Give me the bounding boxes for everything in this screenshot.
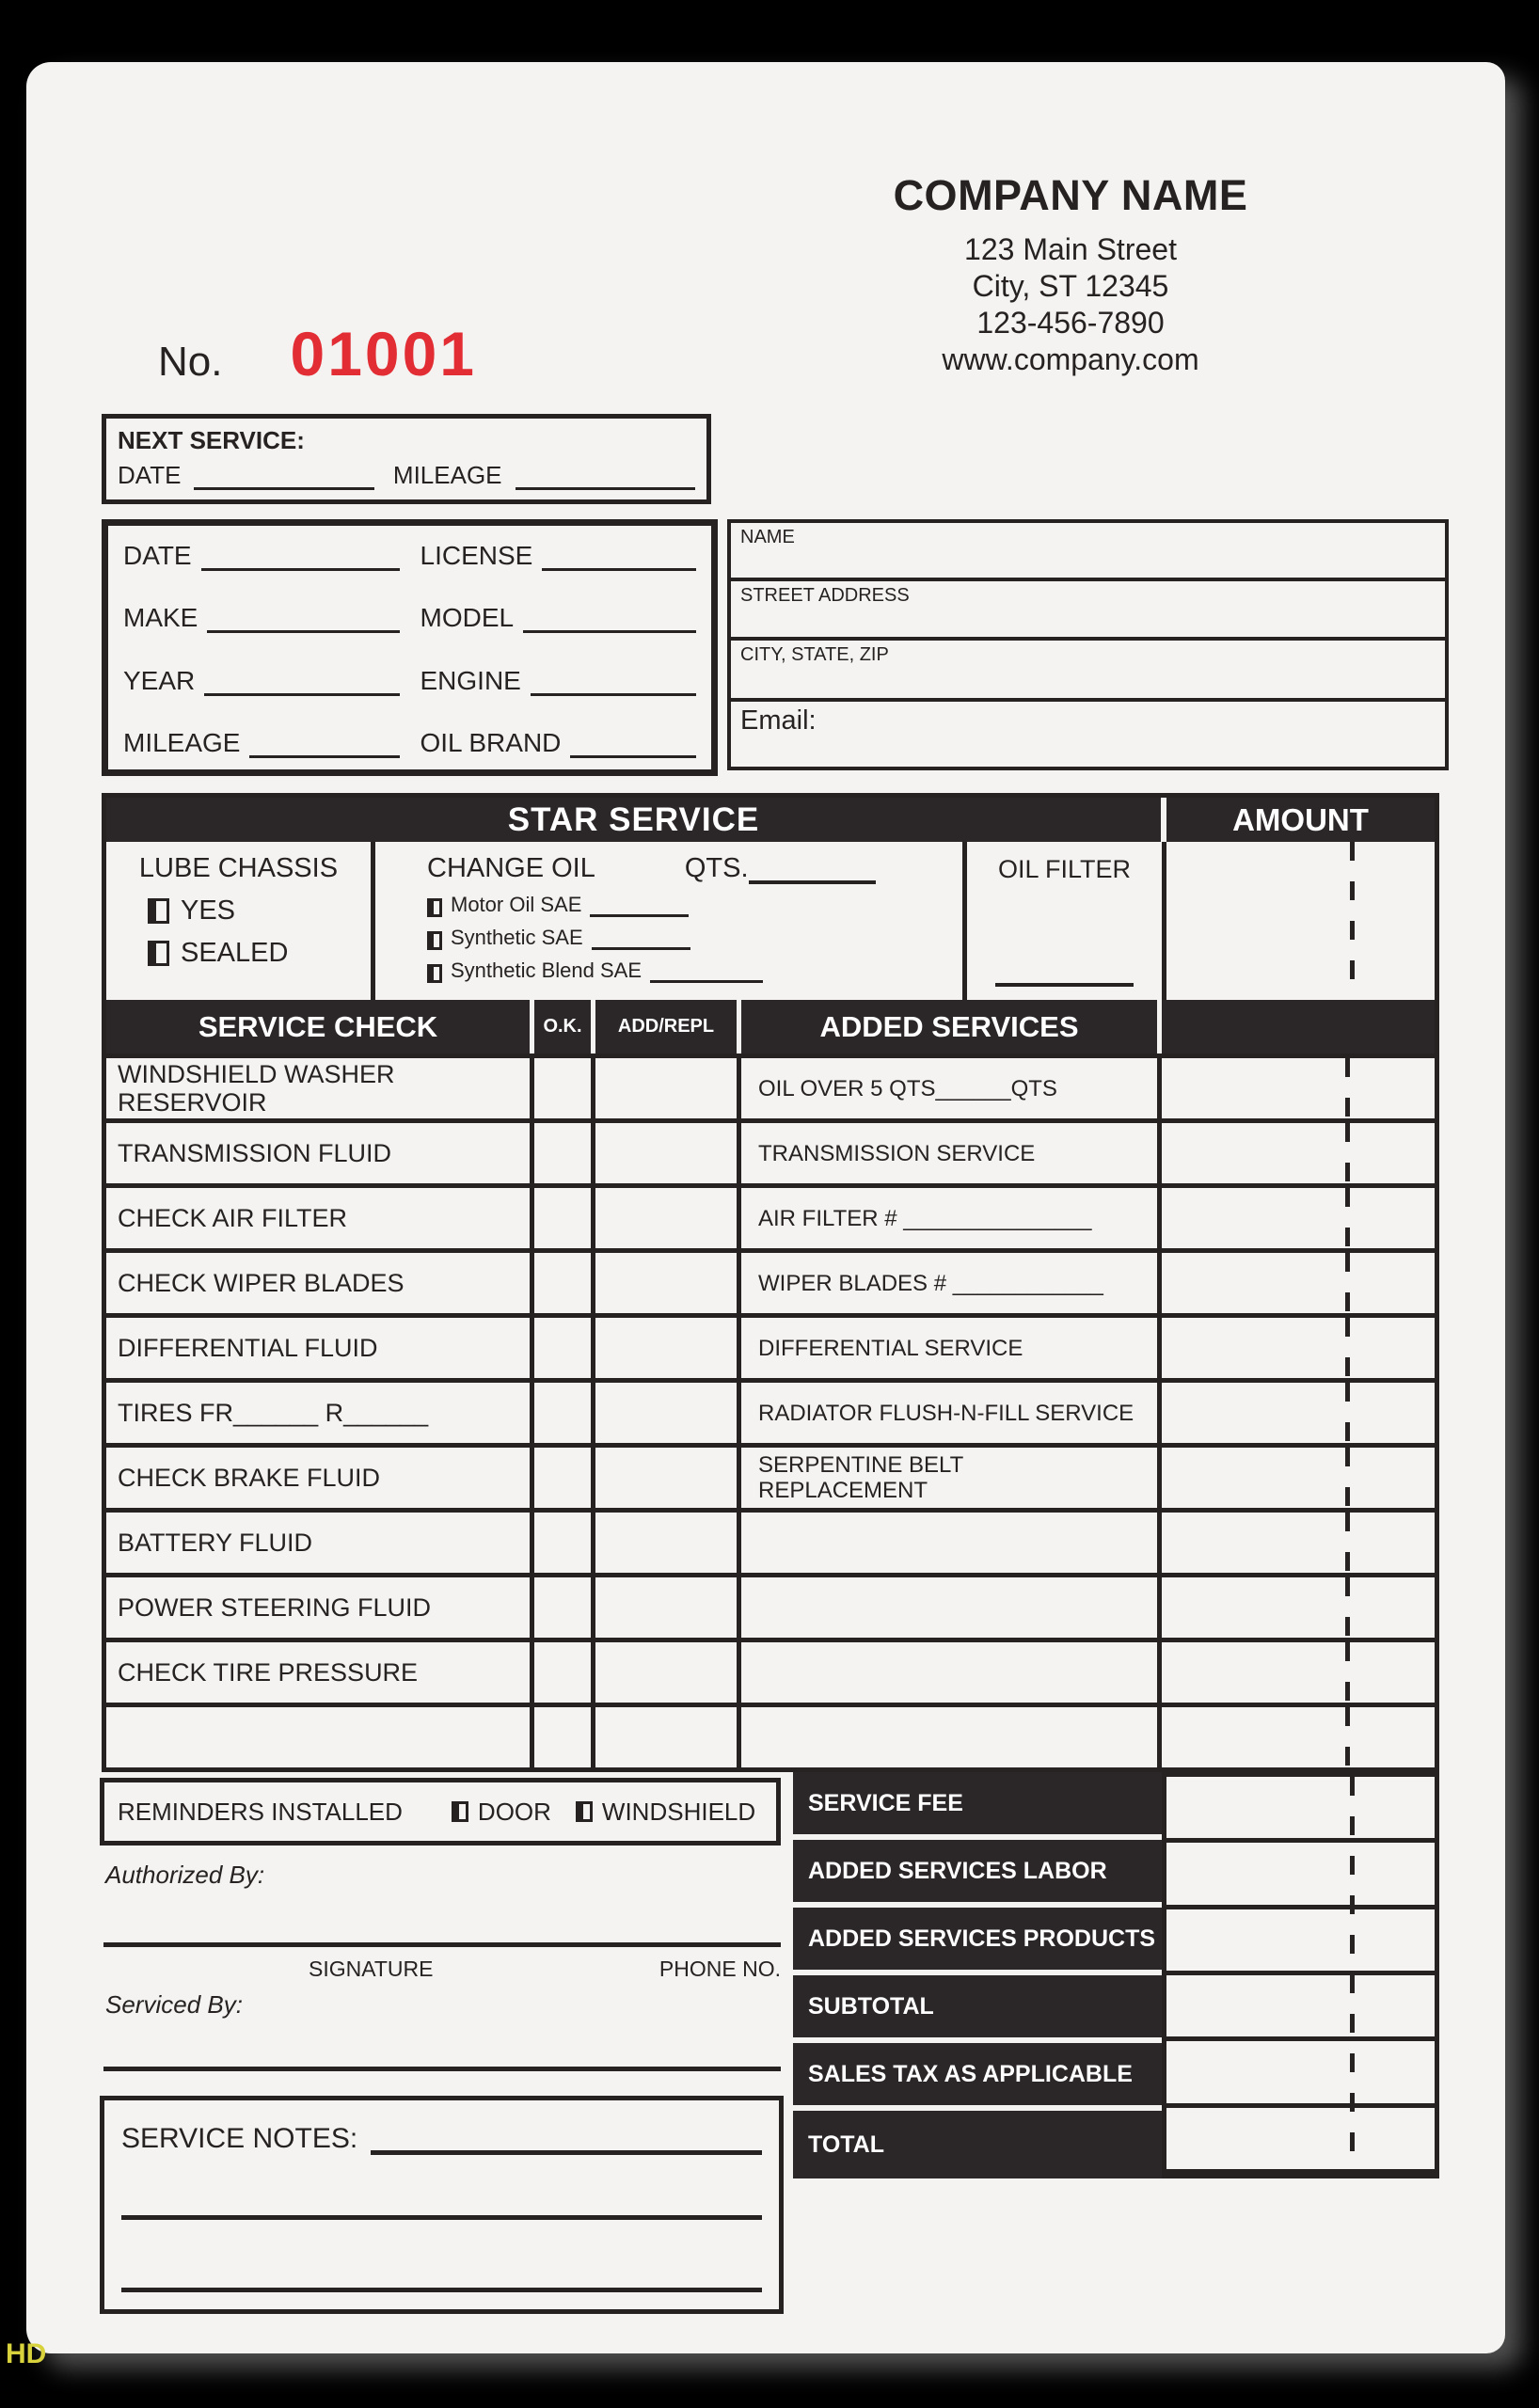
amount-cell[interactable] — [1162, 1383, 1435, 1443]
ok-cell[interactable] — [534, 1513, 595, 1573]
amount-cell[interactable] — [1162, 1253, 1435, 1313]
customer-street-label: STREET ADDRESS — [740, 585, 910, 606]
added-services-products-label: ADDED SERVICES PRODUCTS — [793, 1908, 1162, 1975]
vehicle-row — [123, 728, 696, 758]
add-repl-cell[interactable] — [595, 1188, 741, 1248]
add-repl-cell[interactable] — [595, 1123, 741, 1183]
added-services-labor-amount-cell[interactable] — [1166, 1843, 1435, 1909]
service-notes-line-3[interactable] — [121, 2288, 762, 2292]
check-item-label: CHECK TIRE PRESSURE — [106, 1642, 534, 1703]
table-row — [106, 1183, 1435, 1248]
lube-yes-checkbox-icon[interactable] — [148, 898, 169, 924]
order-number-value: 01001 — [290, 319, 478, 388]
cents-dashed-line — [1345, 1707, 1350, 1767]
vehicle-info-box — [102, 519, 718, 776]
table-row — [106, 1248, 1435, 1313]
check-item-label: TIRES FR______ R______ — [106, 1383, 534, 1443]
added-service-label — [741, 1707, 1162, 1767]
amount-cell[interactable] — [1162, 1577, 1435, 1638]
table-row — [106, 1573, 1435, 1638]
synthetic-blend-line[interactable] — [650, 962, 763, 983]
vehicle-date-label: DATE — [123, 541, 192, 570]
service-check-header-row — [106, 1000, 1435, 1054]
vehicle-date-line[interactable] — [201, 544, 400, 571]
order-number-label: No. — [158, 339, 223, 385]
check-item-label — [106, 1707, 534, 1767]
vehicle-row — [123, 603, 696, 633]
cents-dashed-line — [1345, 1188, 1350, 1248]
vehicle-make-line[interactable] — [207, 606, 399, 633]
service-table — [102, 793, 1439, 1772]
synthetic-checkbox-icon[interactable] — [427, 931, 442, 950]
vehicle-year-line[interactable] — [204, 668, 399, 695]
reminders-installed-label: REMINDERS INSTALLED — [118, 1797, 403, 1826]
star-service-header: STAR SERVICE — [106, 798, 1166, 842]
table-row — [106, 1443, 1435, 1508]
lube-chassis-label: LUBE CHASSIS — [138, 853, 339, 883]
cents-dashed-line — [1345, 1577, 1350, 1638]
added-services-header: ADDED SERVICES — [741, 1000, 1162, 1054]
vehicle-license-label: LICENSE — [420, 541, 533, 570]
ok-header: O.K. — [534, 1000, 595, 1054]
hd-watermark: HD — [6, 2338, 47, 2369]
windshield-checkbox-icon[interactable] — [576, 1801, 593, 1822]
ok-cell[interactable] — [534, 1383, 595, 1443]
cents-dashed-line — [1350, 842, 1355, 1000]
added-service-label — [741, 1642, 1162, 1703]
totals-amount-column — [1162, 1772, 1439, 2178]
check-item-label: CHECK BRAKE FLUID — [106, 1448, 534, 1508]
cents-dashed-line — [1345, 1448, 1350, 1508]
company-website: www.company.com — [942, 342, 1199, 376]
sales-tax-amount-cell[interactable] — [1166, 2041, 1435, 2107]
change-oil-cell — [375, 842, 967, 1000]
added-service-label: SERPENTINE BELT REPLACEMENT — [741, 1448, 1162, 1508]
added-service-label — [741, 1577, 1162, 1638]
signature-label: SIGNATURE — [309, 1956, 434, 1981]
cents-dashed-line — [1345, 1318, 1350, 1378]
table-row — [106, 1703, 1435, 1767]
signature-caption-row — [103, 1956, 781, 1982]
phone-no-label: PHONE NO. — [658, 1956, 781, 1981]
synthetic-line[interactable] — [592, 929, 690, 950]
add-repl-cell[interactable] — [595, 1577, 741, 1638]
cents-dashed-line — [1345, 1642, 1350, 1703]
table-row — [106, 1054, 1435, 1118]
vehicle-year-label: YEAR — [123, 665, 196, 695]
amount-cell[interactable] — [1162, 1058, 1435, 1118]
check-item-label: POWER STEERING FLUID — [106, 1577, 534, 1638]
service-notes-label: SERVICE NOTES: — [121, 2123, 358, 2154]
added-service-label: AIR FILTER # _______________ — [741, 1188, 1162, 1248]
next-service-box — [102, 414, 711, 504]
vehicle-make-label: MAKE — [123, 603, 198, 633]
added-service-label: WIPER BLADES # ____________ — [741, 1253, 1162, 1313]
door-label: DOOR — [477, 1797, 551, 1826]
company-address-line1: 123 Main Street — [964, 232, 1177, 266]
added-service-label: DIFFERENTIAL SERVICE — [741, 1318, 1162, 1378]
check-item-label: BATTERY FLUID — [106, 1513, 534, 1573]
vehicle-model-label: MODEL — [420, 603, 515, 633]
ok-cell[interactable] — [534, 1058, 595, 1118]
cents-dashed-line — [1345, 1123, 1350, 1183]
cents-dashed-line — [1345, 1513, 1350, 1573]
check-item-label: WINDSHIELD WASHER RESERVOIR — [106, 1058, 534, 1118]
service-notes-line-2[interactable] — [121, 2215, 762, 2220]
windshield-label: WINDSHIELD — [601, 1797, 756, 1826]
company-header — [732, 171, 1409, 378]
next-service-mileage-label: MILEAGE — [392, 461, 502, 489]
vehicle-license-line[interactable] — [542, 544, 696, 571]
qts-label: QTS. — [684, 853, 749, 883]
customer-city-field[interactable] — [727, 637, 1449, 702]
added-service-label — [741, 1513, 1162, 1573]
amount-cell[interactable] — [1162, 1642, 1435, 1703]
star-amount-cell[interactable] — [1166, 842, 1435, 1000]
qts-line[interactable] — [749, 880, 876, 884]
cents-dashed-line — [1350, 1777, 1355, 2174]
added-service-label: RADIATOR FLUSH-N-FILL SERVICE — [741, 1383, 1162, 1443]
vehicle-oilbrand-line[interactable] — [570, 731, 696, 758]
oil-filter-label: OIL FILTER — [997, 855, 1132, 883]
synthetic-blend-label: Synthetic Blend SAE — [451, 958, 643, 982]
ok-cell[interactable] — [534, 1123, 595, 1183]
ok-cell[interactable] — [534, 1188, 595, 1248]
check-item-label: DIFFERENTIAL FLUID — [106, 1318, 534, 1378]
motor-oil-label: Motor Oil SAE — [451, 893, 582, 916]
customer-email-field[interactable] — [727, 698, 1449, 770]
service-notes-box — [100, 2096, 784, 2314]
company-address-line2: City, ST 12345 — [972, 269, 1169, 303]
check-item-label: CHECK WIPER BLADES — [106, 1253, 534, 1313]
add-repl-cell[interactable] — [595, 1642, 741, 1703]
subtotal-amount-cell[interactable] — [1166, 1975, 1435, 2041]
ok-cell[interactable] — [534, 1707, 595, 1767]
add-repl-cell[interactable] — [595, 1448, 741, 1508]
customer-info-box — [727, 519, 1449, 770]
customer-email-label: Email: — [740, 705, 817, 736]
subtotal-label: SUBTOTAL — [793, 1975, 1162, 2043]
vehicle-engine-line[interactable] — [531, 668, 696, 695]
lube-chassis-cell — [106, 842, 375, 1000]
vehicle-oilbrand-label: OIL BRAND — [420, 727, 562, 757]
reminders-installed-box — [100, 1778, 781, 1846]
cents-dashed-line — [1345, 1058, 1350, 1118]
amount-cell[interactable] — [1162, 1448, 1435, 1508]
vehicle-model-line[interactable] — [523, 606, 696, 633]
cents-dashed-line — [1345, 1383, 1350, 1443]
added-services-products-amount-cell[interactable] — [1166, 1909, 1435, 1975]
service-fee-label: SERVICE FEE — [793, 1772, 1162, 1840]
vehicle-mileage-label: MILEAGE — [123, 727, 241, 757]
authorized-by-label: Authorized By: — [105, 1861, 265, 1889]
ok-cell[interactable] — [534, 1253, 595, 1313]
serviced-by-label: Serviced By: — [105, 1990, 243, 2019]
customer-street-field[interactable] — [727, 578, 1449, 641]
next-service-date-label: DATE — [118, 461, 182, 489]
vehicle-row — [123, 541, 696, 571]
vehicle-mileage-line[interactable] — [249, 731, 399, 758]
vehicle-engine-label: ENGINE — [420, 665, 521, 695]
signature-line[interactable] — [103, 1908, 781, 1947]
service-notes-line-1[interactable] — [371, 2126, 762, 2156]
add-repl-header: ADD/REPL — [595, 1000, 741, 1054]
customer-city-label: CITY, STATE, ZIP — [740, 644, 889, 665]
serviced-by-line[interactable] — [103, 2028, 781, 2071]
synthetic-label: Synthetic SAE — [451, 926, 583, 949]
add-repl-cell[interactable] — [595, 1383, 741, 1443]
synthetic-blend-checkbox-icon[interactable] — [427, 964, 442, 983]
table-row — [106, 1508, 1435, 1573]
added-service-label: OIL OVER 5 QTS______QTS — [741, 1058, 1162, 1118]
company-phone: 123-456-7890 — [976, 306, 1165, 340]
table-banner-row — [106, 798, 1435, 842]
add-repl-cell[interactable] — [595, 1513, 741, 1573]
next-service-title: NEXT SERVICE: — [118, 426, 305, 454]
add-repl-cell[interactable] — [595, 1253, 741, 1313]
motor-oil-line[interactable] — [590, 896, 689, 917]
oil-filter-line[interactable] — [995, 983, 1134, 987]
order-number-block — [158, 318, 477, 389]
service-fee-amount-cell[interactable] — [1166, 1777, 1435, 1843]
added-services-labor-label: ADDED SERVICES LABOR — [793, 1840, 1162, 1908]
customer-name-label: NAME — [740, 527, 795, 547]
next-service-mileage-line[interactable] — [516, 465, 696, 490]
totals-label-column — [793, 1772, 1162, 2178]
add-repl-cell[interactable] — [595, 1707, 741, 1767]
table-row — [106, 1378, 1435, 1443]
lube-yes-label: YES — [181, 895, 236, 926]
amount-cell[interactable] — [1162, 1318, 1435, 1378]
service-check-header: SERVICE CHECK — [106, 1000, 534, 1054]
check-item-label: TRANSMISSION FLUID — [106, 1123, 534, 1183]
customer-name-field[interactable] — [727, 519, 1449, 581]
add-repl-cell[interactable] — [595, 1058, 741, 1118]
amount-cell[interactable] — [1162, 1123, 1435, 1183]
amount-header-spacer — [1162, 1000, 1435, 1054]
ok-cell[interactable] — [534, 1577, 595, 1638]
ok-cell[interactable] — [534, 1642, 595, 1703]
amount-cell[interactable] — [1162, 1707, 1435, 1767]
add-repl-cell[interactable] — [595, 1318, 741, 1378]
lube-sealed-label: SEALED — [181, 938, 289, 968]
star-service-body — [106, 842, 1435, 1000]
motor-oil-checkbox-icon[interactable] — [427, 898, 442, 917]
ok-cell[interactable] — [534, 1448, 595, 1508]
company-name: COMPANY NAME — [893, 171, 1248, 219]
door-checkbox-icon[interactable] — [452, 1801, 468, 1822]
ok-cell[interactable] — [534, 1318, 595, 1378]
added-service-label: TRANSMISSION SERVICE — [741, 1123, 1162, 1183]
amount-cell[interactable] — [1162, 1513, 1435, 1573]
table-row — [106, 1118, 1435, 1183]
vehicle-row — [123, 666, 696, 696]
cents-dashed-line — [1345, 1253, 1350, 1313]
oil-filter-cell — [967, 842, 1166, 1000]
total-label: TOTAL — [793, 2111, 1162, 2178]
next-service-date-line[interactable] — [194, 465, 374, 490]
lube-sealed-checkbox-icon[interactable] — [148, 941, 169, 966]
amount-cell[interactable] — [1162, 1188, 1435, 1248]
table-row — [106, 1638, 1435, 1703]
service-order-form-page — [26, 62, 1505, 2353]
sales-tax-label: SALES TAX AS APPLICABLE — [793, 2043, 1162, 2111]
check-item-label: CHECK AIR FILTER — [106, 1188, 534, 1248]
table-row — [106, 1313, 1435, 1378]
total-amount-cell[interactable] — [1166, 2108, 1435, 2174]
change-oil-label: CHANGE OIL — [427, 853, 595, 883]
amount-header: AMOUNT — [1232, 801, 1369, 837]
